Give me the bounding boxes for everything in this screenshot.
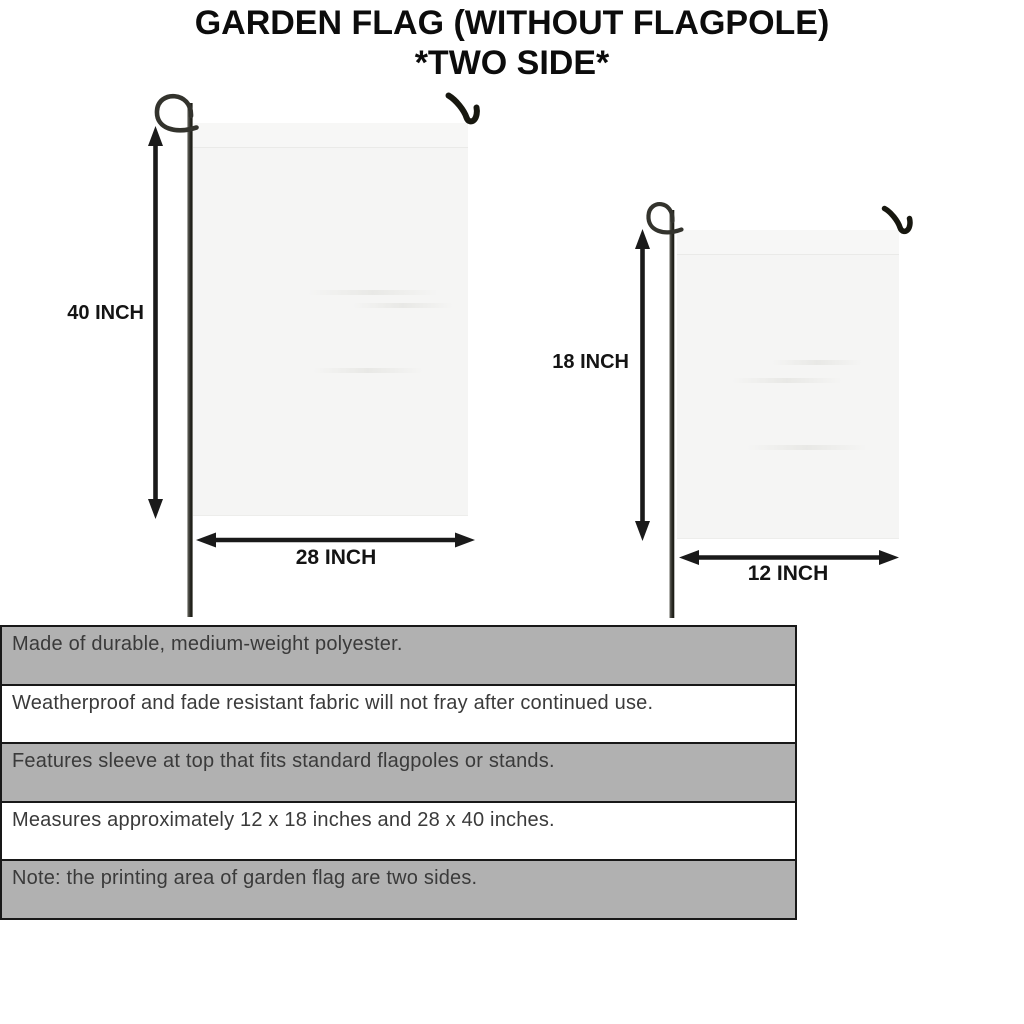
spec-row-measures: Measures approximately 12 x 18 inches and 28 x 40 inches. [2,801,795,860]
spec-row-weatherproof: Weatherproof and fade resistant fabric will not fray after continued use. [2,684,795,743]
spec-row-sleeve: Features sleeve at top that fits standard flagpoles or stands. [2,742,795,801]
small-flagpole [670,210,675,618]
large-height-arrow-icon [148,126,163,519]
large-height-label: 40 INCH [67,302,144,324]
small-pole-loop-icon [648,204,681,232]
spec-row-material: Made of durable, medium-weight polyester. [2,627,795,684]
small-height-label: 18 INCH [552,351,629,373]
spec-row-note: Note: the printing area of garden flag are two sides. [2,859,795,918]
small-height-arrow-icon [635,229,650,541]
large-pole-hook-icon [449,96,477,122]
page-title-line1: GARDEN FLAG (WITHOUT FLAGPOLE) [194,4,830,42]
small-pole-hook-icon [885,209,911,232]
large-width-label: 28 INCH [295,546,377,569]
product-specs-table [0,625,797,920]
page-title-line2: *TWO SIDE* [414,44,610,82]
small-width-label: 12 INCH [747,562,829,585]
large-flagpole [187,103,192,617]
